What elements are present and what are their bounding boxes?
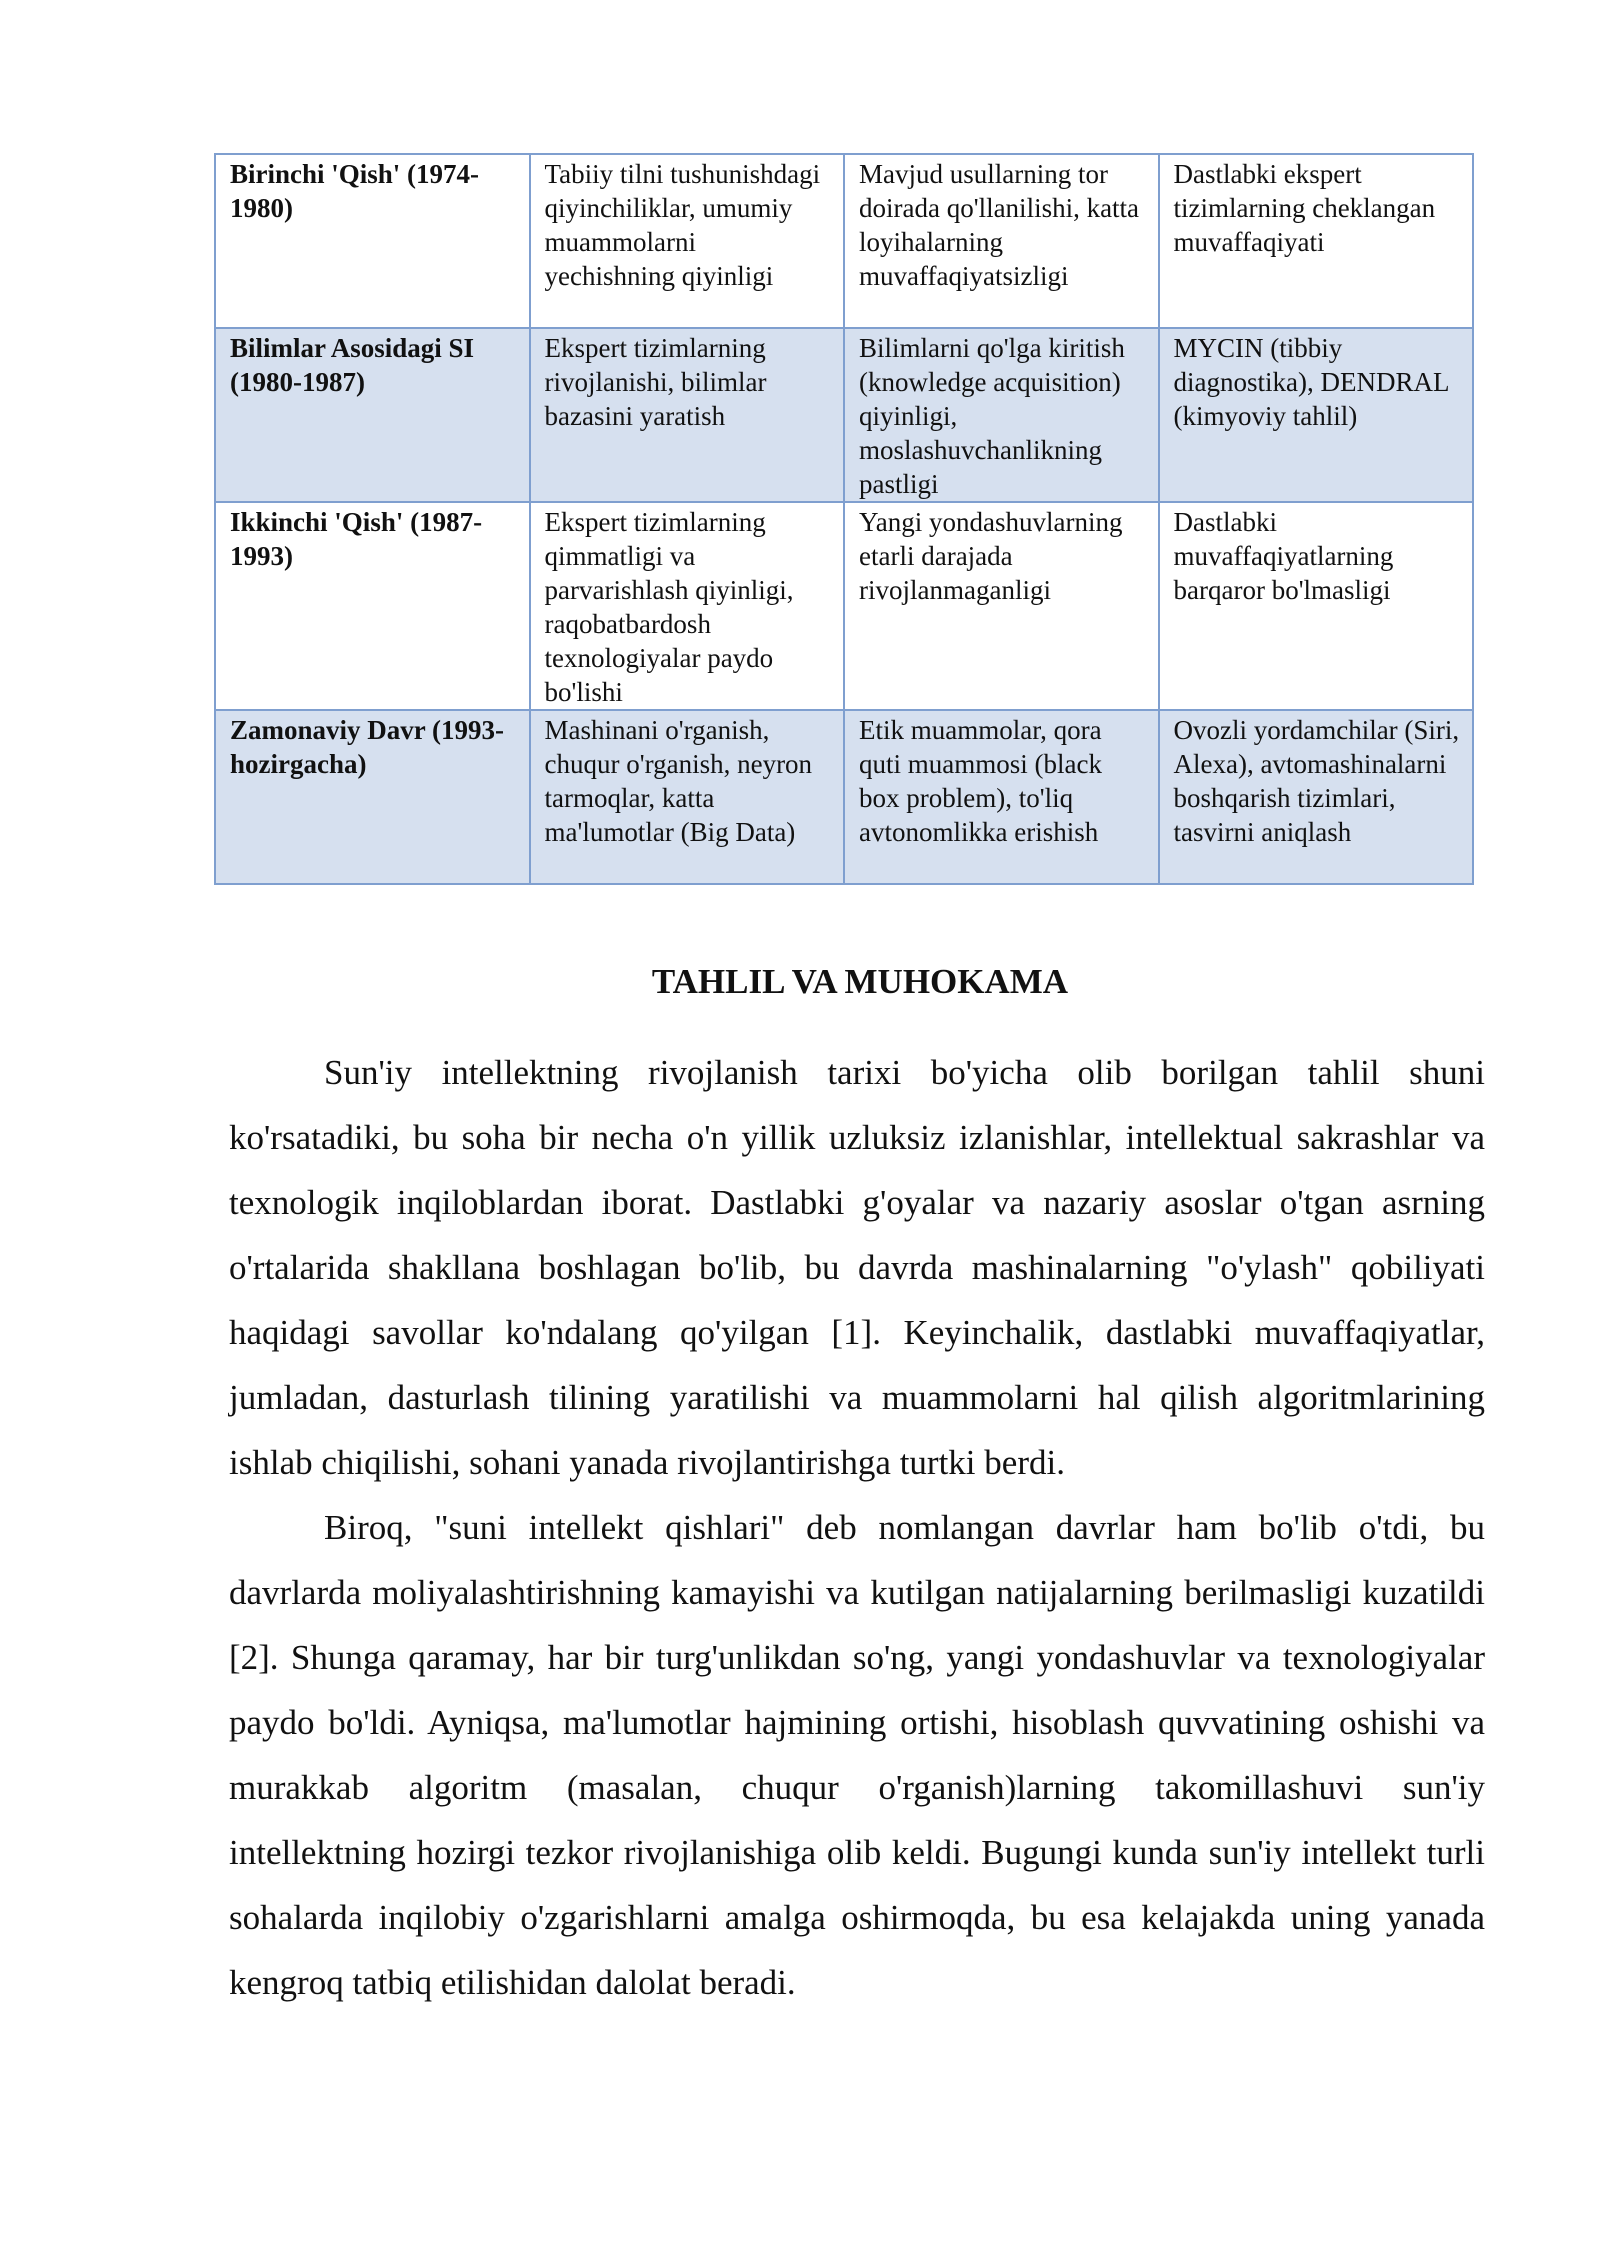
table-row	[215, 502, 1473, 710]
paragraph: Sun'iy intellektning rivojlanish tarixi bo'yicha olib borilgan tahlil shuni ko'rsatadiki, bu soha bir necha o'n yillik uzluksiz izlanishlar, intellektual sakrashlar va texnologik inqiloblardan iborat. Dastlabki g'oyalar va nazariy asoslar o'tgan asrning o'rtalarida shakllana boshlagan bo'lib, bu davrda mashinalarning "o'ylash" qobiliyati haqidagi savollar ko'ndalang qo'yilgan [1]. Keyinchalik, dastlabki muvaffaqiyatlar, jumladan, dasturlash tilining yaratilishi va muammolarni hal qilish algoritmlarining ishlab chiqilishi, sohani yanada rivojlantirishga turtki berdi.	[229, 1053, 1485, 1482]
table-cell-examples: Dastlabki muvaffaqiyatlarning barqaror bo'lmasligi	[1159, 502, 1474, 710]
paragraph: Biroq, "suni intellekt qishlari" deb nomlangan davrlar ham bo'lib o'tdi, bu davrlarda moliyalashtirishning kamayishi va kutilgan natijalarning berilmasligi kuzatildi [2]. Shunga qaramay, har bir turg'unlikdan so'ng, yangi yondashuvlar va texnologiyalar paydo bo'ldi. Ayniqsa, ma'lumotlar hajmining ortishi, hisoblash quvvatining oshishi va murakkab algoritm (masalan, chuqur o'rganish)larning takomillashuvi sun'iy intellektning hozirgi tezkor rivojlanishiga olib keldi. Bugungi kunda sun'iy intellekt turli sohalarda inqilobiy o'zgarishlarni amalga oshirmoqda, bu esa kelajakda uning yanada kengroq tatbiq etilishidan dalolat beradi.	[229, 1508, 1485, 2002]
table-row	[215, 154, 1473, 328]
section-body	[229, 1040, 1485, 2015]
table-cell-period: Zamonaviy Davr (1993-hozirgacha)	[215, 710, 530, 884]
table-row	[215, 328, 1473, 502]
table-cell-developments: Ekspert tizimlarning rivojlanishi, bilimlar bazasini yaratish	[530, 328, 845, 502]
ai-history-table	[214, 153, 1474, 885]
table-cell-developments: Tabiiy tilni tushunishdagi qiyinchiliklar, umumiy muammolarni yechishning qiyinligi	[530, 154, 845, 328]
table-cell-developments: Ekspert tizimlarning qimmatligi va parvarishlash qiyinligi, raqobatbardosh texnologiyalar paydo bo'lishi	[530, 502, 845, 710]
table-cell-examples: Ovozli yordamchilar (Siri, Alexa), avtomashinalarni boshqarish tizimlari, tasvirni aniqlash	[1159, 710, 1474, 884]
table-cell-examples: MYCIN (tibbiy diagnostika), DENDRAL (kimyoviy tahlil)	[1159, 328, 1474, 502]
table-cell-problems: Etik muammolar, qora quti muammosi (black box problem), to'liq avtonomlikka erishish	[844, 710, 1159, 884]
section-title: TAHLIL VA MUHOKAMA	[651, 962, 1069, 1001]
table-cell-problems: Yangi yondashuvlarning etarli darajada rivojlanmaganligi	[844, 502, 1159, 710]
table-cell-examples: Dastlabki ekspert tizimlarning cheklangan muvaffaqiyati	[1159, 154, 1474, 328]
table-row	[215, 710, 1473, 884]
table-cell-period: Ikkinchi 'Qish' (1987-1993)	[215, 502, 530, 710]
table-cell-problems: Mavjud usullarning tor doirada qo'llanilishi, katta loyihalarning muvaffaqiyatsizligi	[844, 154, 1159, 328]
table-cell-developments: Mashinani o'rganish, chuqur o'rganish, neyron tarmoqlar, katta ma'lumotlar (Big Data)	[530, 710, 845, 884]
table-cell-problems: Bilimlarni qo'lga kiritish (knowledge acquisition) qiyinligi, moslashuvchanlikning pastligi	[844, 328, 1159, 502]
table-cell-period: Birinchi 'Qish' (1974-1980)	[215, 154, 530, 328]
table-cell-period: Bilimlar Asosidagi SI (1980-1987)	[215, 328, 530, 502]
